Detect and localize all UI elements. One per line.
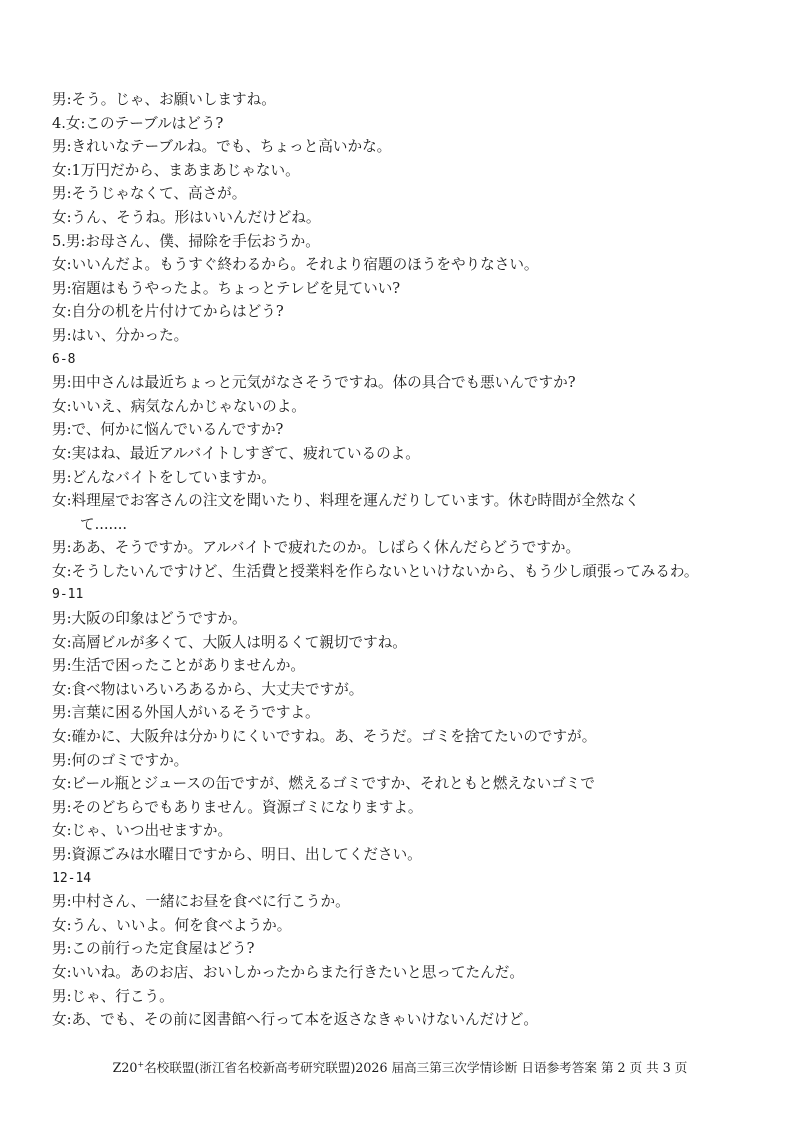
dialogue-line: 男:ああ、そうですか。アルバイトで疲れたのか。しばらく休んだらどうですか。: [52, 539, 581, 557]
dialogue-line: 女:いいえ、病気なんかじゃないのよ。: [52, 397, 306, 415]
dialogue-line: 男:田中さんは最近ちょっと元気がなさそうですね。体の具合でも悪いんですか?: [52, 374, 576, 392]
dialogue-line: 女:あ、でも、その前に図書館へ行って本を返さなきゃいけないんだけど。: [52, 1011, 538, 1029]
dialogue-line: 男:じゃ、行こう。: [52, 987, 174, 1005]
dialogue-line: 男:この前行った定食屋はどう?: [52, 940, 255, 958]
dialogue-line: 男:大阪の印象はどうですか。: [52, 610, 247, 628]
dialogue-line: 女:1万円だから、まあまあじゃない。: [52, 161, 300, 179]
dialogue-line: 女:高層ビルが多くて、大阪人は明るくて親切ですね。: [52, 633, 407, 651]
dialogue-line: 男:どんなバイトをしていますか。: [52, 468, 276, 486]
dialogue-line: 女:ビール瓶とジュースの缶ですが、燃えるゴミですか、それともと燃えないゴミで: [52, 775, 595, 793]
dialogue-line: て.......: [80, 515, 128, 533]
dialogue-line: 男:言葉に困る外国人がいるそうですよ。: [52, 704, 320, 722]
dialogue-line: 男:そうじゃなくて、高さが。: [52, 185, 247, 203]
dialogue-line: 男:何のゴミですか。: [52, 751, 189, 769]
footer-text: 名校联盟(浙江省名校新高考研究联盟)2026 届高三第三次学情诊断 日语参考答案 第 2 页 共 3 页: [144, 1060, 688, 1075]
dialogue-line: 男:で、何かに悩んでいるんですか?: [52, 421, 284, 439]
dialogue-line: 男:そう。じゃ、お願いしますね。: [52, 91, 276, 108]
page-footer: [0, 1057, 800, 1076]
section-heading: 6-8: [52, 351, 76, 367]
dialogue-line: 女:じゃ、いつ出せますか。: [52, 822, 233, 840]
dialogue-line: 女:うん、いいよ。何を食べようか。: [52, 916, 292, 934]
transcript-body: [52, 88, 772, 1032]
dialogue-line: 5.男:お母さん、僕、掃除を手伝おうか。: [52, 232, 320, 250]
dialogue-line: 女:いいんだよ。もうすぐ終わるから。それより宿題のほうをやりなさい。: [52, 256, 539, 274]
dialogue-line: 女:食べ物はいろいろあるから、大丈夫ですが。: [52, 680, 364, 698]
dialogue-line: 男:そのどちらでもありません。資源ゴミになりますよ。: [52, 798, 423, 816]
dialogue-line: 男:はい、分かった。: [52, 326, 189, 344]
section-heading: 12-14: [52, 870, 92, 886]
footer-prefix: Z20: [112, 1060, 138, 1075]
dialogue-line: 男:中村さん、一緒にお昼を食べに行こうか。: [52, 893, 350, 911]
section-heading: 9-11: [52, 587, 84, 603]
dialogue-line: 女:料理屋でお客さんの注文を聞いたり、料理を運んだりしています。休む時間が全然なく: [52, 492, 640, 510]
dialogue-line: 男:生活で困ったことがありませんか。: [52, 657, 306, 675]
dialogue-line: 女:確かに、大阪弁は分かりにくいですね。あ、そうだ。ゴミを捨てたいのですが。: [52, 728, 597, 746]
footer-superscript: +: [137, 1059, 145, 1069]
dialogue-line: 女:そうしたいんですけど、生活費と授業料を作らないといけないから、もう少し頑張ってみるわ。: [52, 562, 699, 580]
dialogue-line: 女:自分の机を片付けてからはどう?: [52, 303, 284, 321]
dialogue-line: 4.女:このテーブルはどう?: [52, 114, 224, 132]
dialogue-line: 男:宿題はもうやったよ。ちょっとテレビを見ていい?: [52, 279, 401, 297]
dialogue-line: 女:うん、そうね。形はいいんだけどね。: [52, 208, 321, 226]
dialogue-line: 男:きれいなテーブルね。でも、ちょっと高いかな。: [52, 138, 392, 156]
dialogue-line: 男:資源ごみは水曜日ですから、明日、出してください。: [52, 846, 422, 863]
dialogue-line: 女:いいね。あのお店、おいしかったからまた行きたいと思ってたんだ。: [52, 963, 524, 981]
dialogue-line: 女:実はね、最近アルバイトしすぎて、疲れているのよ。: [52, 444, 420, 462]
